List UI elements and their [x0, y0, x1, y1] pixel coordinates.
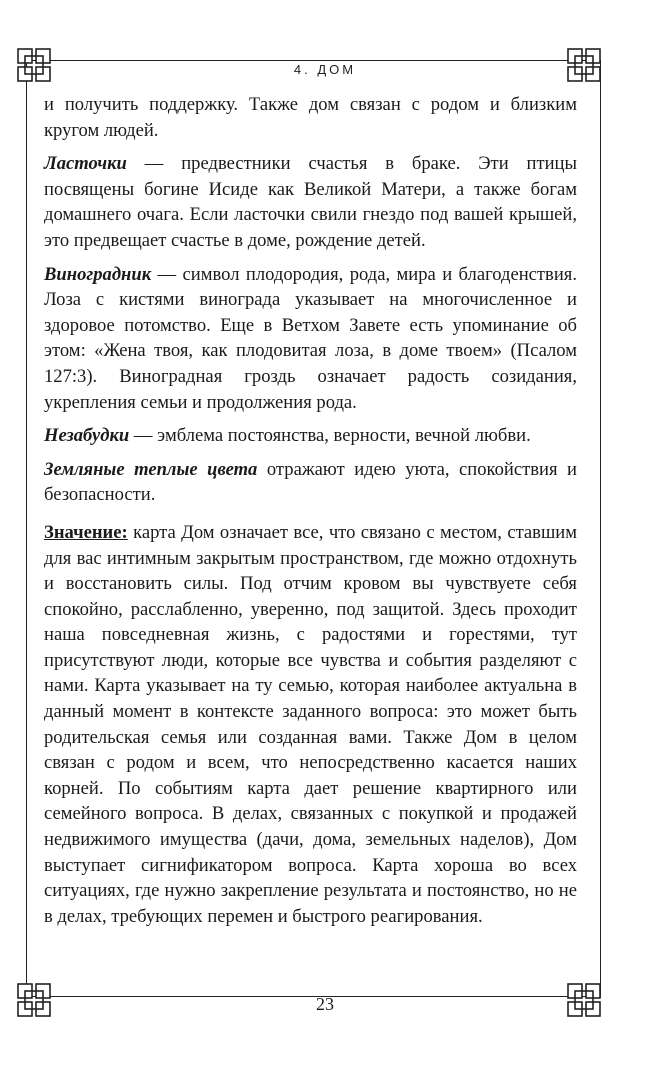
paragraph-text: — эмблема постоянства, верности, вечной любви.	[129, 425, 531, 447]
page-number: 23	[316, 994, 334, 1014]
meaning-label: Значение:	[44, 521, 128, 543]
body-text	[44, 92, 577, 929]
paragraph-vineyard	[44, 262, 577, 416]
paragraph-intro	[44, 92, 577, 143]
paragraph-earth-colors	[44, 457, 577, 508]
term-swallows: Ласточки	[44, 153, 127, 175]
paragraph-text: карта Дом означает все, что связано с местом, ставшим для вас интимным закрытым пространством, где можно отдохнуть и восстановить силы. Под отчим кровом вы чувствуете себя спокойно, расслабленно, уверенно, под защитой. Здесь проходит наша повседневная жизнь, с радостями и горестями, тут присутствуют люди, которые все чувства и события разделяют с нами. Карта указывает на ту семью, которая наиболее актуальна в данный момент в контексте заданного вопроса: это может быть родительская семья или созданная вами. Также Дом в целом связан с родом и всем, что непосредственно касается наших корней. По событиям карта дает решение квартирного или семейного вопроса. В делах, связанных с покупкой и продажей недвижимого имущества (дачи, дома, земельных наделов), Дом выступает сигнификатором вопроса. Карта хороша во всех ситуациях, где нужно закрепление результата и постоянство, но не в делах, требующих перемен и быстрого реагирования.	[44, 521, 577, 927]
running-head: 4. ДОМ	[293, 62, 357, 77]
paragraph-text: и получить поддержку. Также дом связан с родом и близким кругом людей.	[44, 94, 577, 141]
paragraph-meaning	[44, 520, 577, 930]
paragraph-text: — символ плодородия, рода, мира и благоденствия. Лоза с кистями винограда указывает на многочисленное и здоровое потомство. Еще в Ветхом Завете есть упоминание об этом: «Жена твоя, как плодовитая лоза, в доме твоем» (Псалом 127:3). Виноградная гроздь означает радость созидания, укрепления семьи и продолжения рода.	[44, 263, 577, 413]
paragraph-forget-me-nots	[44, 423, 577, 449]
term-vineyard: Виноградник	[44, 263, 152, 285]
paragraph-swallows	[44, 151, 577, 253]
page-border-top	[26, 60, 601, 61]
term-forget-me-nots: Незабудки	[44, 425, 130, 447]
paragraph-text: — предвестники счастья в браке. Эти птицы посвящены богине Исиде как Великой Матери, а также богам домашнего очага. Если ласточки свили гнездо под вашей крышей, это предвещает счастье в доме, рождение детей.	[44, 153, 577, 251]
paragraph-text: отражают идею уюта, спокойствия и безопасности.	[44, 458, 577, 506]
term-earth-colors: Земляные теплые цвета	[44, 458, 258, 480]
